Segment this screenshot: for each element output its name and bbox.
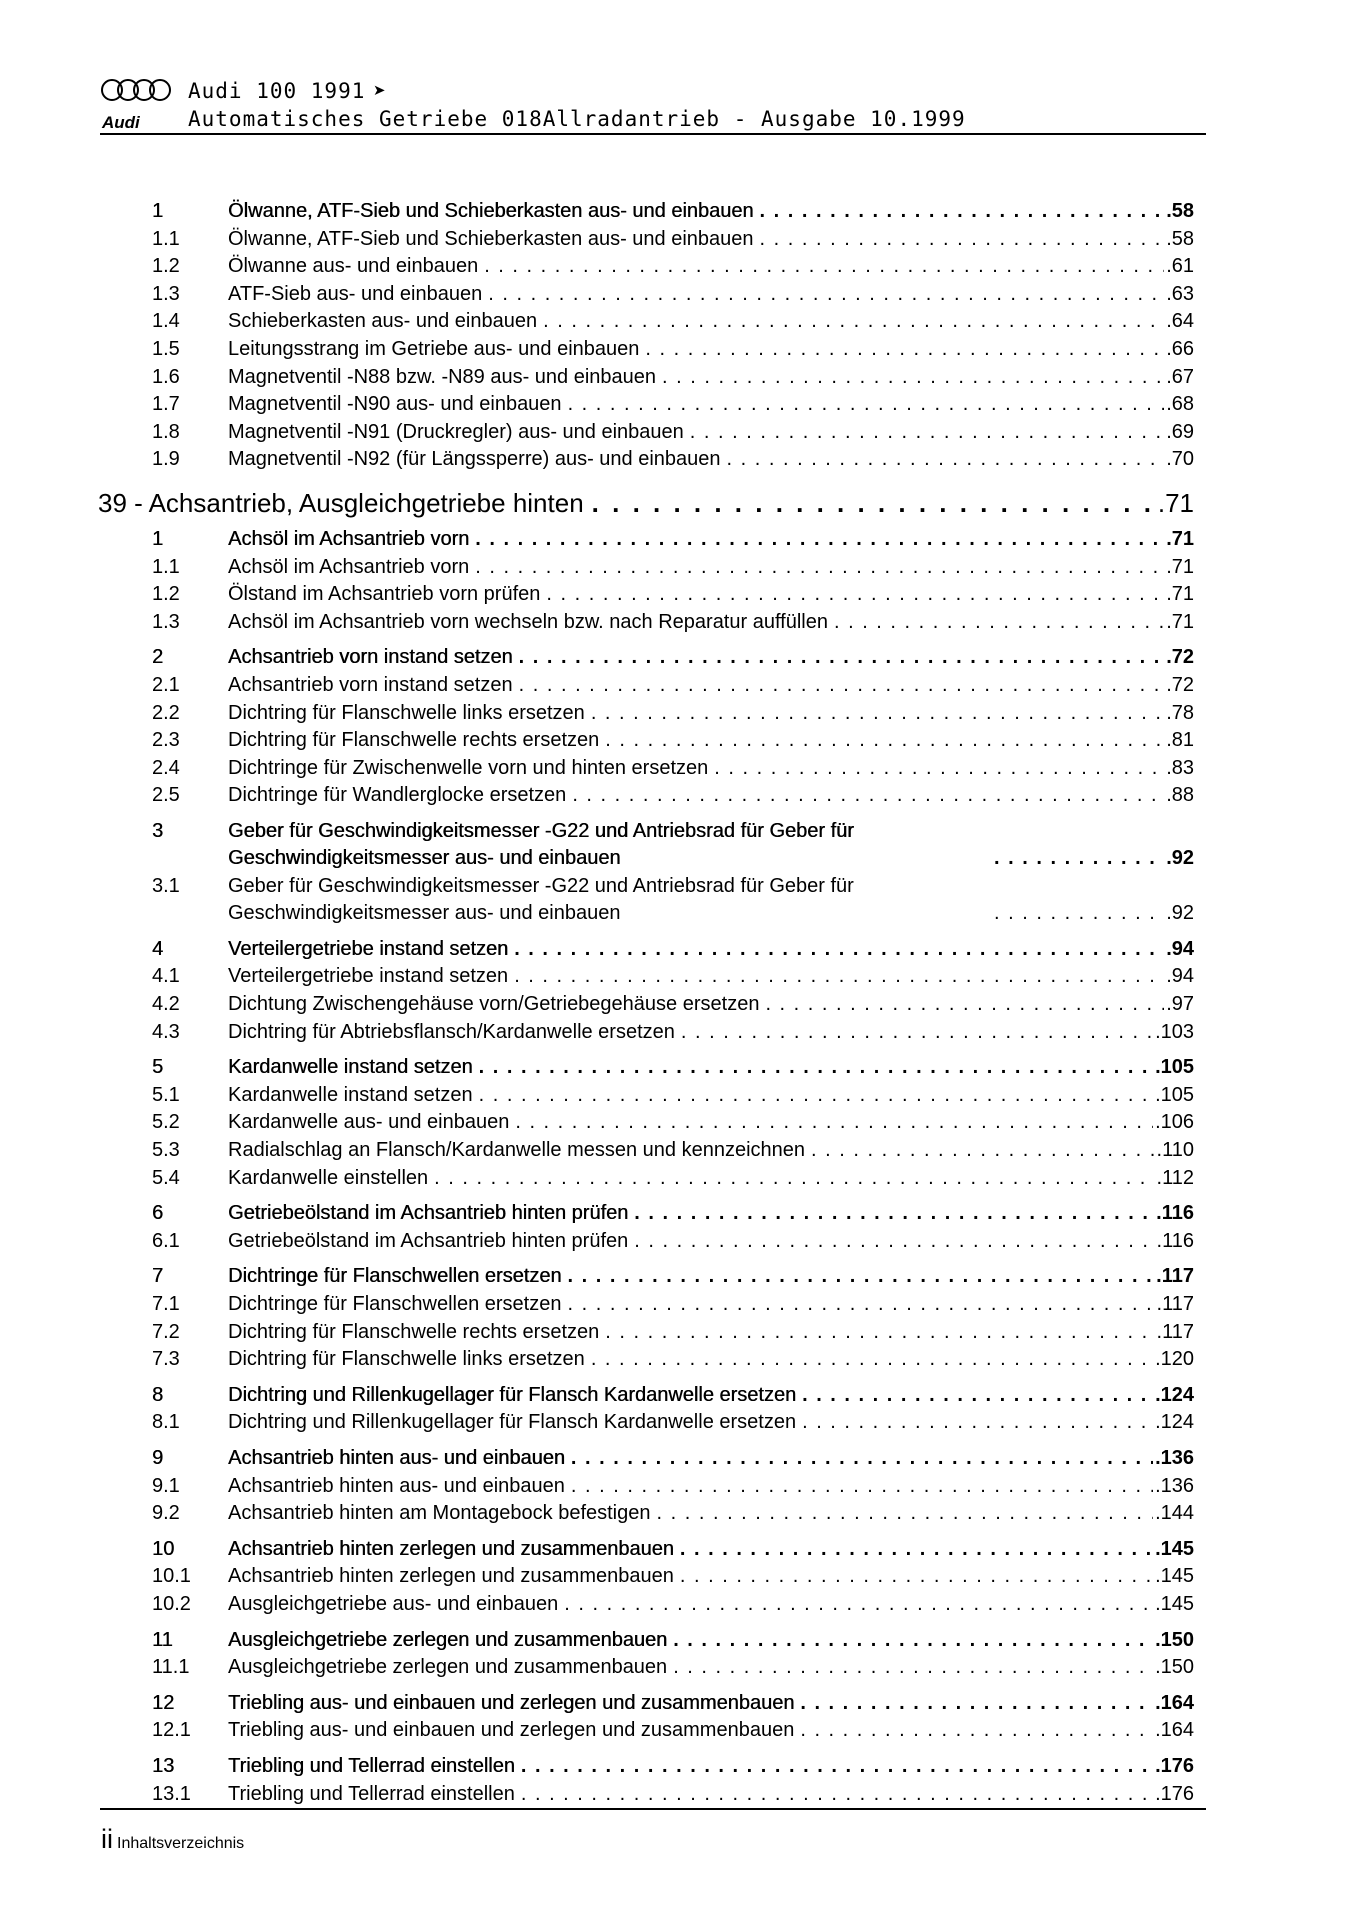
entry-page: .145 (1155, 1592, 1194, 1615)
entry-title: Achsöl im Achsantrieb vorn (228, 555, 470, 578)
toc-subsection-entry[interactable] (152, 364, 1194, 392)
header-subtitle: Automatisches Getriebe 018Allradantrieb - Ausgabe 10.1999 (188, 107, 966, 131)
entry-page: .103 (1155, 1020, 1194, 1043)
entry-number: 6 (152, 1202, 164, 1225)
entry-title: Magnetventil -N92 (für Längssperre) aus- und einbauen (228, 448, 721, 471)
entry-page: .71 (1166, 555, 1194, 578)
entry-number: 4.1 (152, 965, 180, 988)
entry-number: 3.1 (152, 874, 180, 897)
entry-page: .81 (1166, 729, 1194, 752)
toc-subsection-entry[interactable] (152, 727, 1194, 755)
toc-subsection-entry[interactable] (152, 1500, 1194, 1528)
leader-dots (568, 1291, 1155, 1319)
toc-subsection-entry[interactable] (152, 1291, 1194, 1319)
entry-page: .176 (1155, 1782, 1194, 1805)
entry-page: .120 (1155, 1348, 1194, 1371)
toc-section-entry[interactable] (152, 1263, 1194, 1291)
entry-title: Ausgleichgetriebe zerlegen und zusammenbauen (228, 1656, 668, 1679)
entry-page: .70 (1166, 448, 1194, 471)
table-of-contents (98, 198, 1194, 1808)
page-footer (101, 1824, 244, 1854)
entry-number: 1.4 (152, 310, 180, 333)
leader-dots (479, 1054, 1153, 1082)
leader-dots (802, 1382, 1153, 1410)
entry-number: 1.1 (152, 227, 180, 250)
entry-number: 10.2 (152, 1592, 191, 1615)
leader-dots (571, 1473, 1153, 1501)
entry-number: 1.8 (152, 420, 180, 443)
entry-title: Dichtring für Flanschwelle rechts ersetzen (228, 729, 600, 752)
entry-title: Ölstand im Achsantrieb vorn prüfen (228, 583, 541, 606)
leader-dots (479, 1082, 1153, 1110)
leader-dots (634, 1228, 1154, 1256)
entry-number: 11 (152, 1628, 173, 1651)
entry-title: Triebling und Tellerrad einstellen (228, 1782, 515, 1805)
leader-dots (811, 1137, 1155, 1165)
header-model: Audi 100 1991 (188, 79, 366, 103)
leader-dots (765, 991, 1164, 1019)
entry-number: 5.1 (152, 1083, 180, 1106)
entry-page: .145 (1155, 1565, 1194, 1588)
leader-dots (634, 1200, 1154, 1228)
toc-subsection-entry[interactable] (152, 391, 1194, 419)
entry-title: Verteilergetriebe instand setzen (228, 965, 509, 988)
entry-number: 2.5 (152, 784, 180, 807)
entry-page: .83 (1166, 756, 1194, 779)
leader-dots (645, 336, 1164, 364)
toc-subsection-entry[interactable] (152, 1137, 1194, 1165)
toc-subsection-entry[interactable] (152, 873, 1194, 928)
entry-title: Magnetventil -N91 (Druckregler) aus- und einbauen (228, 420, 684, 443)
entry-number: 9.1 (152, 1474, 180, 1497)
entry-title: Leitungsstrang im Getriebe aus- und einbauen (228, 337, 640, 360)
toc-section-entry[interactable] (152, 1690, 1194, 1718)
toc-section-entry[interactable] (152, 1753, 1194, 1781)
entry-title: Achsantrieb hinten zerlegen und zusammenbauen (228, 1537, 674, 1560)
entry-number: 1 (152, 527, 164, 550)
entry-title: Triebling aus- und einbauen und zerlegen und zusammenbauen (228, 1691, 795, 1714)
entry-number: 9.2 (152, 1502, 180, 1525)
entry-number: 12.1 (152, 1719, 191, 1742)
toc-section-entry[interactable] (152, 1382, 1194, 1410)
entry-page: .71 (1166, 583, 1194, 606)
entry-page: .117 (1156, 1293, 1194, 1315)
entry-number: 1.1 (152, 555, 180, 578)
entry-number: 5 (152, 1056, 164, 1079)
entry-number: 9 (152, 1446, 164, 1469)
toc-section-entry[interactable] (152, 1536, 1194, 1564)
entry-number: 3 (152, 819, 164, 842)
entry-number: 2.2 (152, 701, 180, 724)
footer-page-number: ii (101, 1824, 113, 1854)
entry-page: .106 (1155, 1111, 1194, 1134)
entry-page: .68 (1166, 393, 1194, 416)
leader-dots (591, 700, 1164, 728)
entry-page: .136 (1155, 1446, 1194, 1469)
toc-subsection-entry[interactable] (152, 281, 1194, 309)
leader-dots (543, 308, 1164, 336)
entry-title: Schieberkasten aus- und einbauen (228, 310, 538, 333)
toc-subsection-entry[interactable] (152, 1319, 1194, 1347)
entry-page: .88 (1166, 784, 1194, 807)
toc-subsection-entry[interactable] (152, 1409, 1194, 1437)
toc-section-entry[interactable] (152, 936, 1194, 964)
entry-title: Achsantrieb vorn instand setzen (228, 646, 513, 669)
leader-dots (680, 1536, 1153, 1564)
leader-dots (673, 1654, 1153, 1682)
entry-title: Kardanwelle aus- und einbauen (228, 1111, 510, 1134)
leader-dots (571, 1445, 1153, 1473)
entry-title: Triebling und Tellerrad einstellen (228, 1754, 515, 1777)
entry-number: 2.1 (152, 673, 180, 696)
entry-page: .150 (1155, 1628, 1194, 1651)
leader-dots (681, 1019, 1153, 1047)
entry-title: Ölwanne, ATF-Sieb und Schieberkasten aus- und einbauen (228, 227, 754, 250)
entry-page: .105 (1155, 1083, 1194, 1106)
entry-title: Achsöl im Achsantrieb vorn (228, 527, 470, 550)
entry-title: Magnetventil -N90 aus- und einbauen (228, 393, 562, 416)
leader-dots (994, 900, 1164, 928)
entry-title: Dichtringe für Flanschwellen ersetzen (228, 1293, 562, 1315)
entry-title: Dichtring für Flanschwelle links ersetzen (228, 1348, 585, 1371)
entry-number: 7 (152, 1265, 164, 1288)
entry-page: .94 (1166, 965, 1194, 988)
leader-dots (727, 446, 1165, 474)
entry-title: Kardanwelle instand setzen (228, 1056, 473, 1079)
entry-page: .78 (1166, 701, 1194, 724)
entry-page: .110 (1156, 1139, 1194, 1162)
leader-dots (475, 526, 1164, 554)
entry-title: Achsöl im Achsantrieb vorn wechseln bzw. nach Reparatur auffüllen (228, 610, 828, 633)
entry-title: Verteilergetriebe instand setzen (228, 937, 509, 960)
toc-section-entry[interactable] (152, 644, 1194, 672)
leader-dots (568, 1263, 1155, 1291)
entry-number: 4 (152, 937, 164, 960)
leader-dots (521, 1781, 1153, 1809)
toc-subsection-entry[interactable] (152, 1473, 1194, 1501)
toc-subsection-entry[interactable] (152, 1591, 1194, 1619)
leader-dots (605, 727, 1164, 755)
leader-dots (690, 419, 1164, 447)
entry-page: .145 (1155, 1537, 1194, 1560)
leader-dots (519, 644, 1165, 672)
chapter-title: 39 - Achsantrieb, Ausgleichgetriebe hinten (98, 487, 584, 518)
entry-title: Triebling aus- und einbauen und zerlegen und zusammenbauen (228, 1719, 795, 1742)
toc-subsection-entry[interactable] (152, 336, 1194, 364)
entry-number: 1.3 (152, 610, 180, 633)
entry-title: ATF-Sieb aus- und einbauen (228, 282, 483, 305)
entry-number: 12 (152, 1691, 175, 1714)
entry-title: Achsantrieb hinten aus- und einbauen (228, 1446, 565, 1469)
entry-page: .58 (1166, 227, 1194, 250)
entry-title: Dichtring und Rillenkugellager für Flansch Kardanwelle ersetzen (228, 1411, 797, 1434)
entry-title: Kardanwelle einstellen (228, 1166, 429, 1189)
entry-title: Radialschlag an Flansch/Kardanwelle messen und kennzeichnen (228, 1139, 806, 1162)
toc-section-pre (152, 198, 1194, 474)
entry-title: Getriebeölstand im Achsantrieb hinten prüfen (228, 1229, 629, 1252)
toc-section-entry[interactable] (152, 198, 1194, 226)
entry-title: Geber für Geschwindigkeitsmesser -G22 und Antriebsrad für Geber für Geschwindigkeitsmesser aus- und einbauen (228, 819, 854, 870)
entry-title: Achsantrieb vorn instand setzen (228, 673, 513, 696)
leader-dots (800, 1690, 1153, 1718)
toc-section-entry[interactable] (152, 1054, 1194, 1082)
toc-subsection-entry[interactable] (152, 1781, 1194, 1809)
entry-number: 5.2 (152, 1111, 180, 1134)
toc-subsection-entry[interactable] (152, 446, 1194, 474)
entry-page: .72 (1166, 646, 1194, 669)
toc-subsection-entry[interactable] (152, 672, 1194, 700)
toc-section-post (152, 526, 1194, 1808)
leader-dots (568, 391, 1165, 419)
entry-number: 8.1 (152, 1411, 180, 1434)
entry-page: .112 (1156, 1166, 1194, 1189)
leader-dots (475, 554, 1164, 582)
entry-page: .63 (1166, 282, 1194, 305)
footer-label: Inhaltsverzeichnis (117, 1835, 245, 1852)
toc-subsection-entry[interactable] (152, 609, 1194, 637)
entry-title: Ausgleichgetriebe aus- und einbauen (228, 1592, 559, 1615)
entry-title: Getriebeölstand im Achsantrieb hinten prüfen (228, 1202, 629, 1225)
leader-dots (521, 1753, 1153, 1781)
toc-subsection-entry[interactable] (152, 581, 1194, 609)
entry-number: 7.3 (152, 1348, 180, 1371)
audi-wordmark: Audi (102, 113, 140, 132)
entry-page: .92 (1166, 902, 1194, 925)
entry-title: Dichtring und Rillenkugellager für Flansch Kardanwelle ersetzen (228, 1383, 797, 1406)
entry-number: 1.2 (152, 583, 180, 606)
entry-page: .116 (1156, 1202, 1194, 1225)
entry-number: 13 (152, 1754, 175, 1777)
entry-title: Achsantrieb hinten aus- und einbauen (228, 1474, 565, 1497)
entry-title: Dichtringe für Flanschwellen ersetzen (228, 1265, 562, 1288)
entry-number: 2.4 (152, 756, 180, 779)
entry-page: .176 (1155, 1754, 1194, 1777)
entry-title: Dichtringe für Wandlerglocke ersetzen (228, 784, 567, 807)
entry-number: 1.5 (152, 337, 180, 360)
entry-title: Dichtring für Flanschwelle links ersetzen (228, 701, 585, 724)
entry-number: 1.9 (152, 448, 180, 471)
toc-subsection-entry[interactable] (152, 700, 1194, 728)
toc-subsection-entry[interactable] (152, 1563, 1194, 1591)
entry-number: 10.1 (152, 1565, 191, 1588)
leader-dots (484, 253, 1164, 281)
entry-page: .92 (1166, 847, 1194, 870)
leader-dots (564, 1591, 1153, 1619)
entry-number: 2.3 (152, 729, 180, 752)
entry-title: Magnetventil -N88 bzw. -N89 aus- und einbauen (228, 365, 657, 388)
toc-subsection-entry[interactable] (152, 554, 1194, 582)
entry-number: 8 (152, 1383, 164, 1406)
entry-title: Dichtring für Abtriebsflansch/Kardanwelle ersetzen (228, 1020, 675, 1043)
entry-title: Achsantrieb hinten am Montagebock befestigen (228, 1502, 651, 1525)
leader-dots (662, 364, 1164, 392)
leader-dots (434, 1165, 1154, 1193)
toc-subsection-entry[interactable] (152, 1082, 1194, 1110)
toc-section-entry[interactable] (152, 526, 1194, 554)
entry-page: .116 (1156, 1229, 1194, 1252)
leader-dots (802, 1409, 1153, 1437)
leader-dots (605, 1319, 1154, 1347)
entry-page: .124 (1155, 1383, 1194, 1406)
entry-page: .69 (1166, 420, 1194, 443)
leader-dots (760, 198, 1165, 226)
leader-dots (994, 845, 1164, 873)
header-divider (100, 133, 1206, 135)
leader-dots (591, 1346, 1153, 1374)
entry-number: 7.2 (152, 1320, 180, 1343)
entry-number: 5.4 (152, 1166, 180, 1189)
leader-dots (714, 755, 1164, 783)
entry-page: .71 (1166, 610, 1194, 633)
leader-dots (834, 609, 1164, 637)
toc-subsection-entry[interactable] (152, 308, 1194, 336)
entry-page: .124 (1155, 1411, 1194, 1434)
entry-page: .94 (1166, 937, 1194, 960)
toc-subsection-entry[interactable] (152, 1109, 1194, 1137)
entry-page: .105 (1155, 1056, 1194, 1079)
entry-number: 10 (152, 1537, 175, 1560)
leader-dots (572, 782, 1164, 810)
entry-page: .97 (1166, 993, 1194, 1016)
entry-number: 1 (152, 200, 164, 222)
entry-title: Geber für Geschwindigkeitsmesser -G22 und Antriebsrad für Geber für Geschwindigkeitsmesser aus- und einbauen (228, 874, 854, 925)
entry-title: Dichtring für Flanschwelle rechts ersetzen (228, 1320, 600, 1343)
entry-page: .61 (1166, 255, 1194, 278)
leader-dots (760, 226, 1165, 254)
entry-number: 11.1 (152, 1656, 190, 1679)
arrow-right-icon: ➤ (373, 79, 388, 103)
entry-page: .150 (1155, 1656, 1194, 1679)
toc-section-entry[interactable] (152, 818, 1194, 873)
entry-page: .117 (1156, 1320, 1194, 1343)
toc-subsection-entry[interactable] (152, 1165, 1194, 1193)
entry-title: Ölwanne, ATF-Sieb und Schieberkasten aus- und einbauen (228, 200, 754, 222)
entry-page: .117 (1156, 1265, 1194, 1288)
toc-chapter-heading[interactable] (98, 486, 1194, 520)
toc-subsection-entry[interactable] (152, 755, 1194, 783)
entry-number: 7.1 (152, 1293, 180, 1315)
toc-subsection-entry[interactable] (152, 1019, 1194, 1047)
footer-divider (100, 1808, 1206, 1810)
entry-number: 5.3 (152, 1139, 180, 1162)
toc-section-entry[interactable] (152, 1445, 1194, 1473)
leader-dots (680, 1563, 1153, 1591)
toc-subsection-entry[interactable] (152, 1717, 1194, 1745)
entry-number: 1.2 (152, 255, 180, 278)
leader-dots (514, 963, 1164, 991)
entry-page: .67 (1166, 365, 1194, 388)
entry-number: 2 (152, 646, 164, 669)
leader-dots (488, 281, 1164, 309)
entry-title: Dichtringe für Zwischenwelle vorn und hinten ersetzen (228, 756, 709, 779)
entry-number: 4.3 (152, 1020, 180, 1043)
toc-subsection-entry[interactable] (152, 782, 1194, 810)
header-title (188, 78, 387, 104)
entry-page: .58 (1166, 200, 1194, 222)
toc-section-entry[interactable] (152, 1627, 1194, 1655)
entry-number: 1.6 (152, 365, 180, 388)
entry-page: .66 (1166, 337, 1194, 360)
entry-page: .71 (1166, 527, 1194, 550)
entry-title: Ölwanne aus- und einbauen (228, 255, 479, 278)
leader-dots (519, 672, 1165, 700)
toc-subsection-entry[interactable] (152, 1228, 1194, 1256)
entry-title: Achsantrieb hinten zerlegen und zusammenbauen (228, 1565, 674, 1588)
entry-number: 1.7 (152, 393, 180, 416)
toc-subsection-entry[interactable] (152, 1346, 1194, 1374)
toc-subsection-entry[interactable] (152, 991, 1194, 1019)
audi-rings-logo (100, 78, 175, 102)
chapter-page: .71 (1157, 487, 1194, 518)
entry-number: 6.1 (152, 1229, 180, 1252)
entry-page: .136 (1155, 1474, 1194, 1497)
leader-dots (800, 1717, 1153, 1745)
entry-page: .72 (1166, 673, 1194, 696)
leader-dots (514, 936, 1164, 964)
toc-subsection-entry[interactable] (152, 226, 1194, 254)
toc-subsection-entry[interactable] (152, 419, 1194, 447)
entry-number: 4.2 (152, 993, 180, 1016)
leader-dots (546, 581, 1164, 609)
entry-page: .164 (1155, 1691, 1194, 1714)
entry-number: 1.3 (152, 282, 180, 305)
entry-title: Kardanwelle instand setzen (228, 1083, 473, 1106)
toc-subsection-entry[interactable] (152, 253, 1194, 281)
entry-page: .64 (1166, 310, 1194, 333)
leader-dots (592, 486, 1156, 520)
entry-page: .164 (1155, 1719, 1194, 1742)
leader-dots (673, 1627, 1153, 1655)
toc-section-entry[interactable] (152, 1200, 1194, 1228)
leader-dots (515, 1109, 1153, 1137)
entry-title: Dichtung Zwischengehäuse vorn/Getriebegehäuse ersetzen (228, 993, 760, 1016)
entry-number: 13.1 (152, 1782, 191, 1805)
entry-page: .144 (1155, 1502, 1194, 1525)
leader-dots (657, 1500, 1154, 1528)
toc-subsection-entry[interactable] (152, 963, 1194, 991)
entry-title: Ausgleichgetriebe zerlegen und zusammenbauen (228, 1628, 668, 1651)
toc-subsection-entry[interactable] (152, 1654, 1194, 1682)
